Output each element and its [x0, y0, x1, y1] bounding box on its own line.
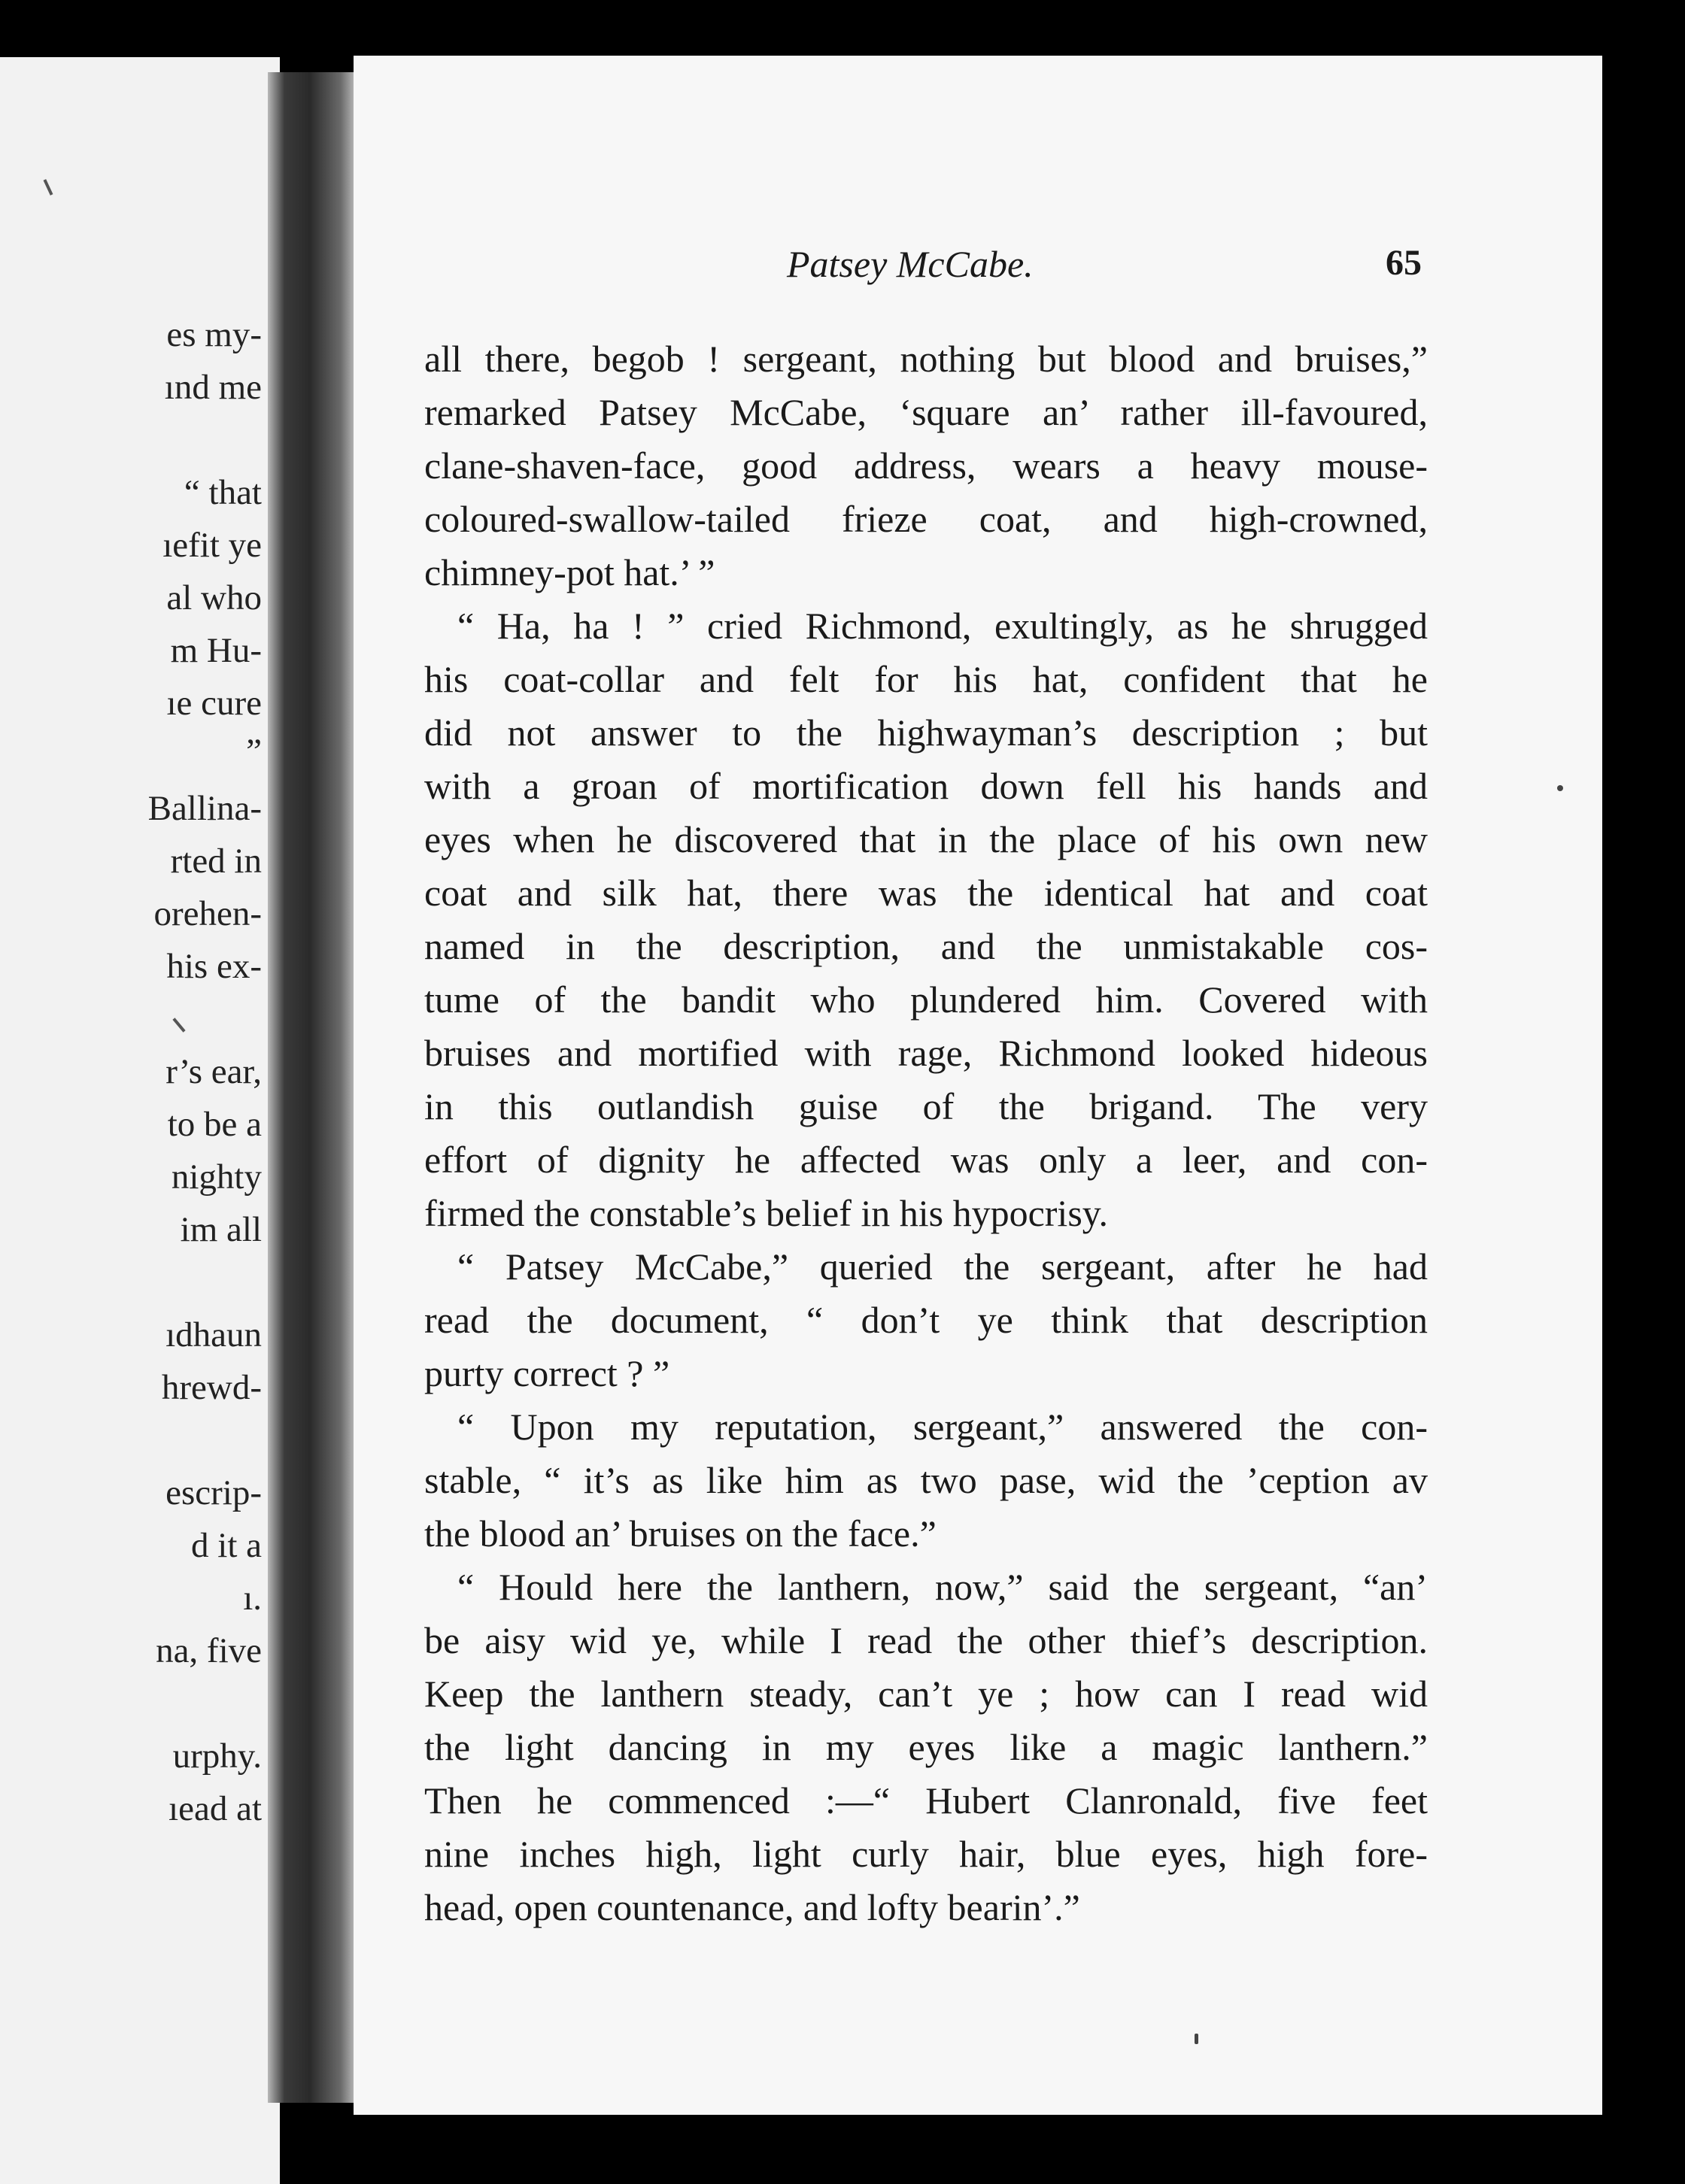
text-line: tume of the bandit who plundered him. Covered with: [424, 978, 1428, 1021]
left-page-fragment: ıe cure: [166, 684, 262, 723]
text-line: with a groan of mortification down fell his hands and: [424, 765, 1428, 807]
left-page-fragment: al who: [166, 578, 262, 617]
text-line: remarked Patsey McCabe, ‘square an’ rather ill-favoured,: [424, 391, 1428, 433]
running-title: Patsey McCabe.: [787, 243, 1034, 285]
text-line: “ Patsey McCabe,” queried the sergeant, after he had: [457, 1245, 1428, 1288]
text-line: Keep the lanthern steady, can’t ye ; how can I read wid: [424, 1673, 1428, 1715]
text-line: named in the description, and the unmistakable cos-: [424, 925, 1428, 967]
text-line: chimney-pot hat.’ ”: [424, 551, 715, 593]
left-page-fragment: ıefit ye: [162, 526, 262, 565]
text-line: the blood an’ bruises on the face.”: [424, 1512, 937, 1555]
text-line: be aisy wid ye, while I read the other thief’s description.: [424, 1619, 1428, 1661]
left-page-fragment: hrewd-: [161, 1368, 262, 1407]
text-line: “ Ha, ha ! ” cried Richmond, exultingly, as he shrugged: [457, 605, 1428, 647]
left-page-fragment: ıead at: [168, 1789, 262, 1828]
left-page-fragment: ıdhaun: [165, 1315, 262, 1354]
text-line: stable, “ it’s as like him as two pase, wid the ’ception av: [424, 1459, 1428, 1501]
text-line: head, open countenance, and lofty bearin’.”: [424, 1886, 1080, 1928]
left-facing-page: [0, 57, 280, 2184]
left-page-fragment: rted in: [170, 842, 262, 881]
text-line: effort of dignity he affected was only a leer, and con-: [424, 1139, 1428, 1181]
left-page-fragment: ınd me: [164, 368, 262, 407]
paper-speck: [1195, 2034, 1198, 2044]
left-page-fragment: his ex-: [166, 947, 262, 986]
text-line: read the document, “ don’t ye think that description: [424, 1299, 1428, 1341]
book-gutter-shadow: [268, 72, 361, 2103]
text-line: all there, begob ! sergeant, nothing but blood and bruises,”: [424, 338, 1428, 380]
left-page-fragment: es my-: [166, 315, 262, 354]
page-mark: [172, 1018, 185, 1032]
left-page-fragment: im all: [180, 1210, 262, 1249]
text-line: the light dancing in my eyes like a magic lanthern.”: [424, 1726, 1428, 1768]
left-page-fragment: to be a: [167, 1105, 262, 1144]
right-page: [354, 56, 1602, 2115]
text-line: did not answer to the highwayman’s description ; but: [424, 711, 1428, 754]
text-line: firmed the constable’s belief in his hypocrisy.: [424, 1192, 1109, 1234]
left-page-fragment: nighty: [171, 1157, 262, 1197]
text-line: coloured-swallow-tailed frieze coat, and high-crowned,: [424, 498, 1428, 540]
left-page-fragment: m Hu-: [170, 631, 262, 670]
left-page-fragment: escrip-: [165, 1473, 262, 1512]
left-page-fragment: r’s ear,: [165, 1052, 262, 1091]
text-line: Then he commenced :—“ Hubert Clanronald, five feet: [424, 1779, 1428, 1822]
text-line: “ Hould here the lanthern, now,” said the sergeant, “an’: [457, 1566, 1428, 1608]
paper-speck: [1557, 785, 1563, 791]
text-line: clane-shaven-face, good address, wears a heavy mouse-: [424, 444, 1428, 487]
text-line: eyes when he discovered that in the place of his own new: [424, 818, 1428, 860]
left-page-fragment: ”: [246, 732, 262, 771]
text-line: his coat-collar and felt for his hat, confident that he: [424, 658, 1428, 700]
left-page-fragment: ı.: [243, 1579, 262, 1618]
left-page-fragment: Ballina-: [147, 789, 262, 828]
text-line: nine inches high, light curly hair, blue eyes, high fore-: [424, 1833, 1428, 1875]
text-line: bruises and mortified with rage, Richmond looked hideous: [424, 1032, 1428, 1074]
left-page-fragment: “ that: [184, 473, 262, 512]
page-mark: [44, 179, 53, 196]
left-page-fragment: orehen-: [153, 894, 262, 933]
page-number: 65: [1386, 243, 1422, 283]
text-line: purty correct ? ”: [424, 1352, 670, 1394]
left-page-fragment: na, five: [156, 1631, 262, 1670]
left-page-fragment: urphy.: [172, 1737, 262, 1776]
text-line: in this outlandish guise of the brigand. The very: [424, 1085, 1428, 1127]
left-page-fragment: d it a: [191, 1526, 262, 1565]
body-text: [424, 332, 1428, 1934]
text-line: “ Upon my reputation, sergeant,” answered the con-: [457, 1406, 1428, 1448]
text-line: coat and silk hat, there was the identical hat and coat: [424, 872, 1428, 914]
running-header: [354, 242, 1602, 290]
